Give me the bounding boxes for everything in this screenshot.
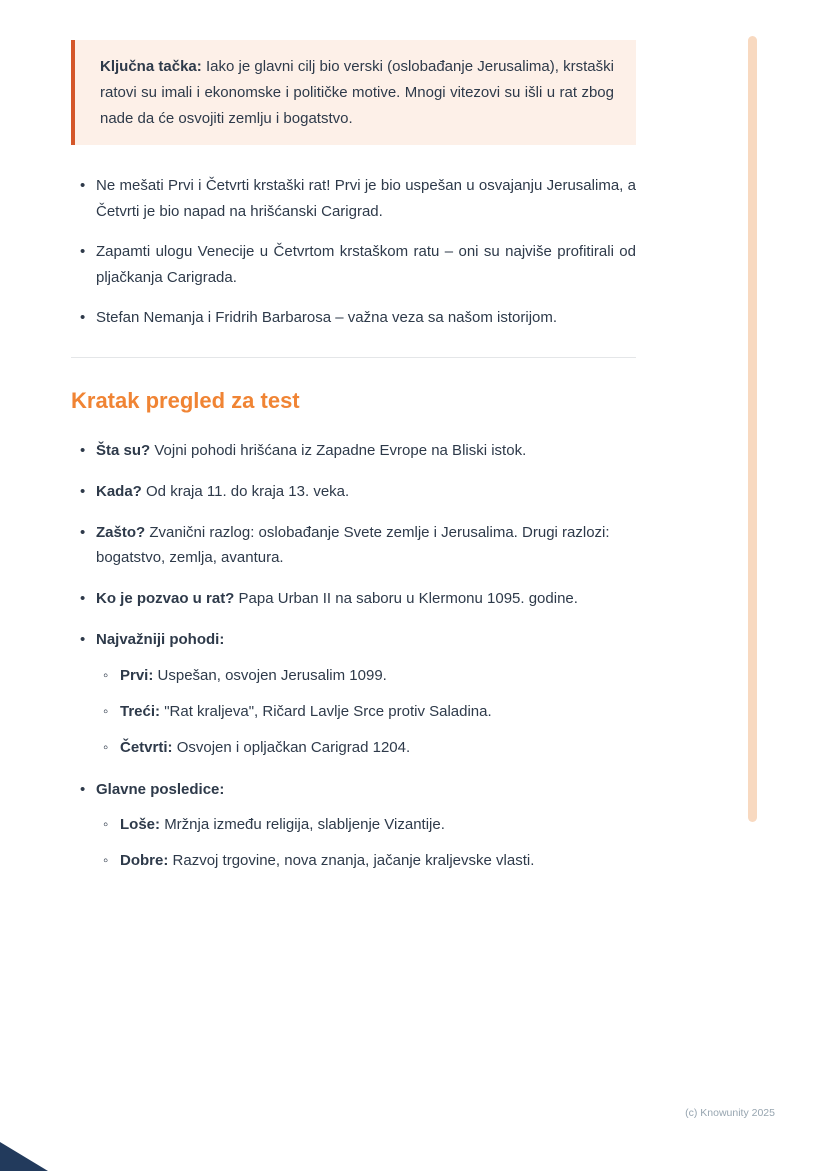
item-text: Zvanični razlog: oslobađanje Svete zemlje i Jerusalima. Drugi razlozi: bogatstvo, zemlja, avantura. bbox=[96, 524, 610, 566]
corner-accent bbox=[0, 1142, 48, 1171]
sub-item bbox=[96, 736, 636, 760]
tip-text: Zapamti ulogu Venecije u Četvrtom krstaškom ratu – oni su najviše profitirali od pljačkanja Carigrada. bbox=[96, 243, 636, 286]
section-title: Kratak pregled za test bbox=[71, 387, 300, 413]
overview-item bbox=[71, 587, 636, 611]
key-point-callout bbox=[71, 40, 636, 145]
sub-item-lead: Treći: bbox=[120, 702, 161, 720]
sub-item-lead: Dobre: bbox=[120, 852, 169, 870]
item-text: Papa Urban II na saboru u Klermonu 1095. godine. bbox=[238, 590, 578, 608]
tip-item bbox=[71, 239, 636, 290]
footer-credit: (c) Knowunity 2025 bbox=[685, 1107, 775, 1119]
sub-item bbox=[96, 664, 636, 688]
sub-item-text: Uspešan, osvojen Jerusalim 1099. bbox=[157, 666, 387, 684]
overview-item bbox=[71, 480, 636, 504]
tip-item bbox=[71, 173, 636, 224]
sub-item-lead: Četvrti: bbox=[120, 739, 173, 757]
sub-list bbox=[96, 664, 636, 761]
tip-text: Stefan Nemanja i Fridrih Barbarosa – važna veza sa našom istorijom. bbox=[96, 309, 558, 327]
page-content bbox=[71, 40, 636, 890]
overview-item bbox=[71, 521, 636, 570]
item-lead: Ko je pozvao u rat? bbox=[96, 590, 235, 608]
callout-text: Iako je glavni cilj bio verski (oslobađanje Jerusalima), krstaški ratovi su imali i ekonomske i političke motive. Mnogi vitezovi su išli u rat zbog nade da će osvojiti zemlju i bogatstvo. bbox=[100, 58, 614, 127]
sub-item-lead: Prvi: bbox=[120, 666, 154, 684]
overview-item bbox=[71, 778, 636, 874]
sub-item-text: Mržnja između religija, slabljenje Vizantije. bbox=[164, 815, 445, 833]
tip-text: Ne mešati Prvi i Četvrti krstaški rat! Prvi je bio uspešan u osvajanju Jerusalima, a Četvrti je bio napad na hrišćanski Carigrad. bbox=[96, 177, 636, 220]
overview-item bbox=[71, 628, 636, 760]
sub-item-text: Razvoj trgovine, nova znanja, jačanje kraljevske vlasti. bbox=[172, 852, 535, 870]
overview-item bbox=[71, 439, 636, 463]
overview-list bbox=[71, 439, 636, 874]
item-lead: Zašto? bbox=[96, 524, 146, 542]
sub-item bbox=[96, 700, 636, 724]
section-divider bbox=[71, 357, 636, 358]
sub-list bbox=[96, 813, 636, 874]
item-lead: Šta su? bbox=[96, 441, 151, 459]
item-text: Od kraja 11. do kraja 13. veka. bbox=[146, 483, 350, 501]
item-lead: Najvažniji pohodi: bbox=[96, 631, 225, 649]
sub-item bbox=[96, 813, 636, 837]
sub-item bbox=[96, 849, 636, 873]
sub-item-text: Osvojen i opljačkan Carigrad 1204. bbox=[176, 739, 411, 757]
sub-item-text: "Rat kraljeva", Ričard Lavlje Srce protiv Saladina. bbox=[164, 702, 492, 720]
tip-item bbox=[71, 305, 636, 331]
tips-list bbox=[71, 173, 636, 331]
side-accent-bar bbox=[748, 36, 757, 822]
item-lead: Glavne posledice: bbox=[96, 780, 225, 798]
sub-item-lead: Loše: bbox=[120, 815, 161, 833]
item-lead: Kada? bbox=[96, 483, 142, 501]
callout-lead: Ključna tačka: bbox=[100, 58, 202, 75]
item-text: Vojni pohodi hrišćana iz Zapadne Evrope na Bliski istok. bbox=[154, 441, 527, 459]
